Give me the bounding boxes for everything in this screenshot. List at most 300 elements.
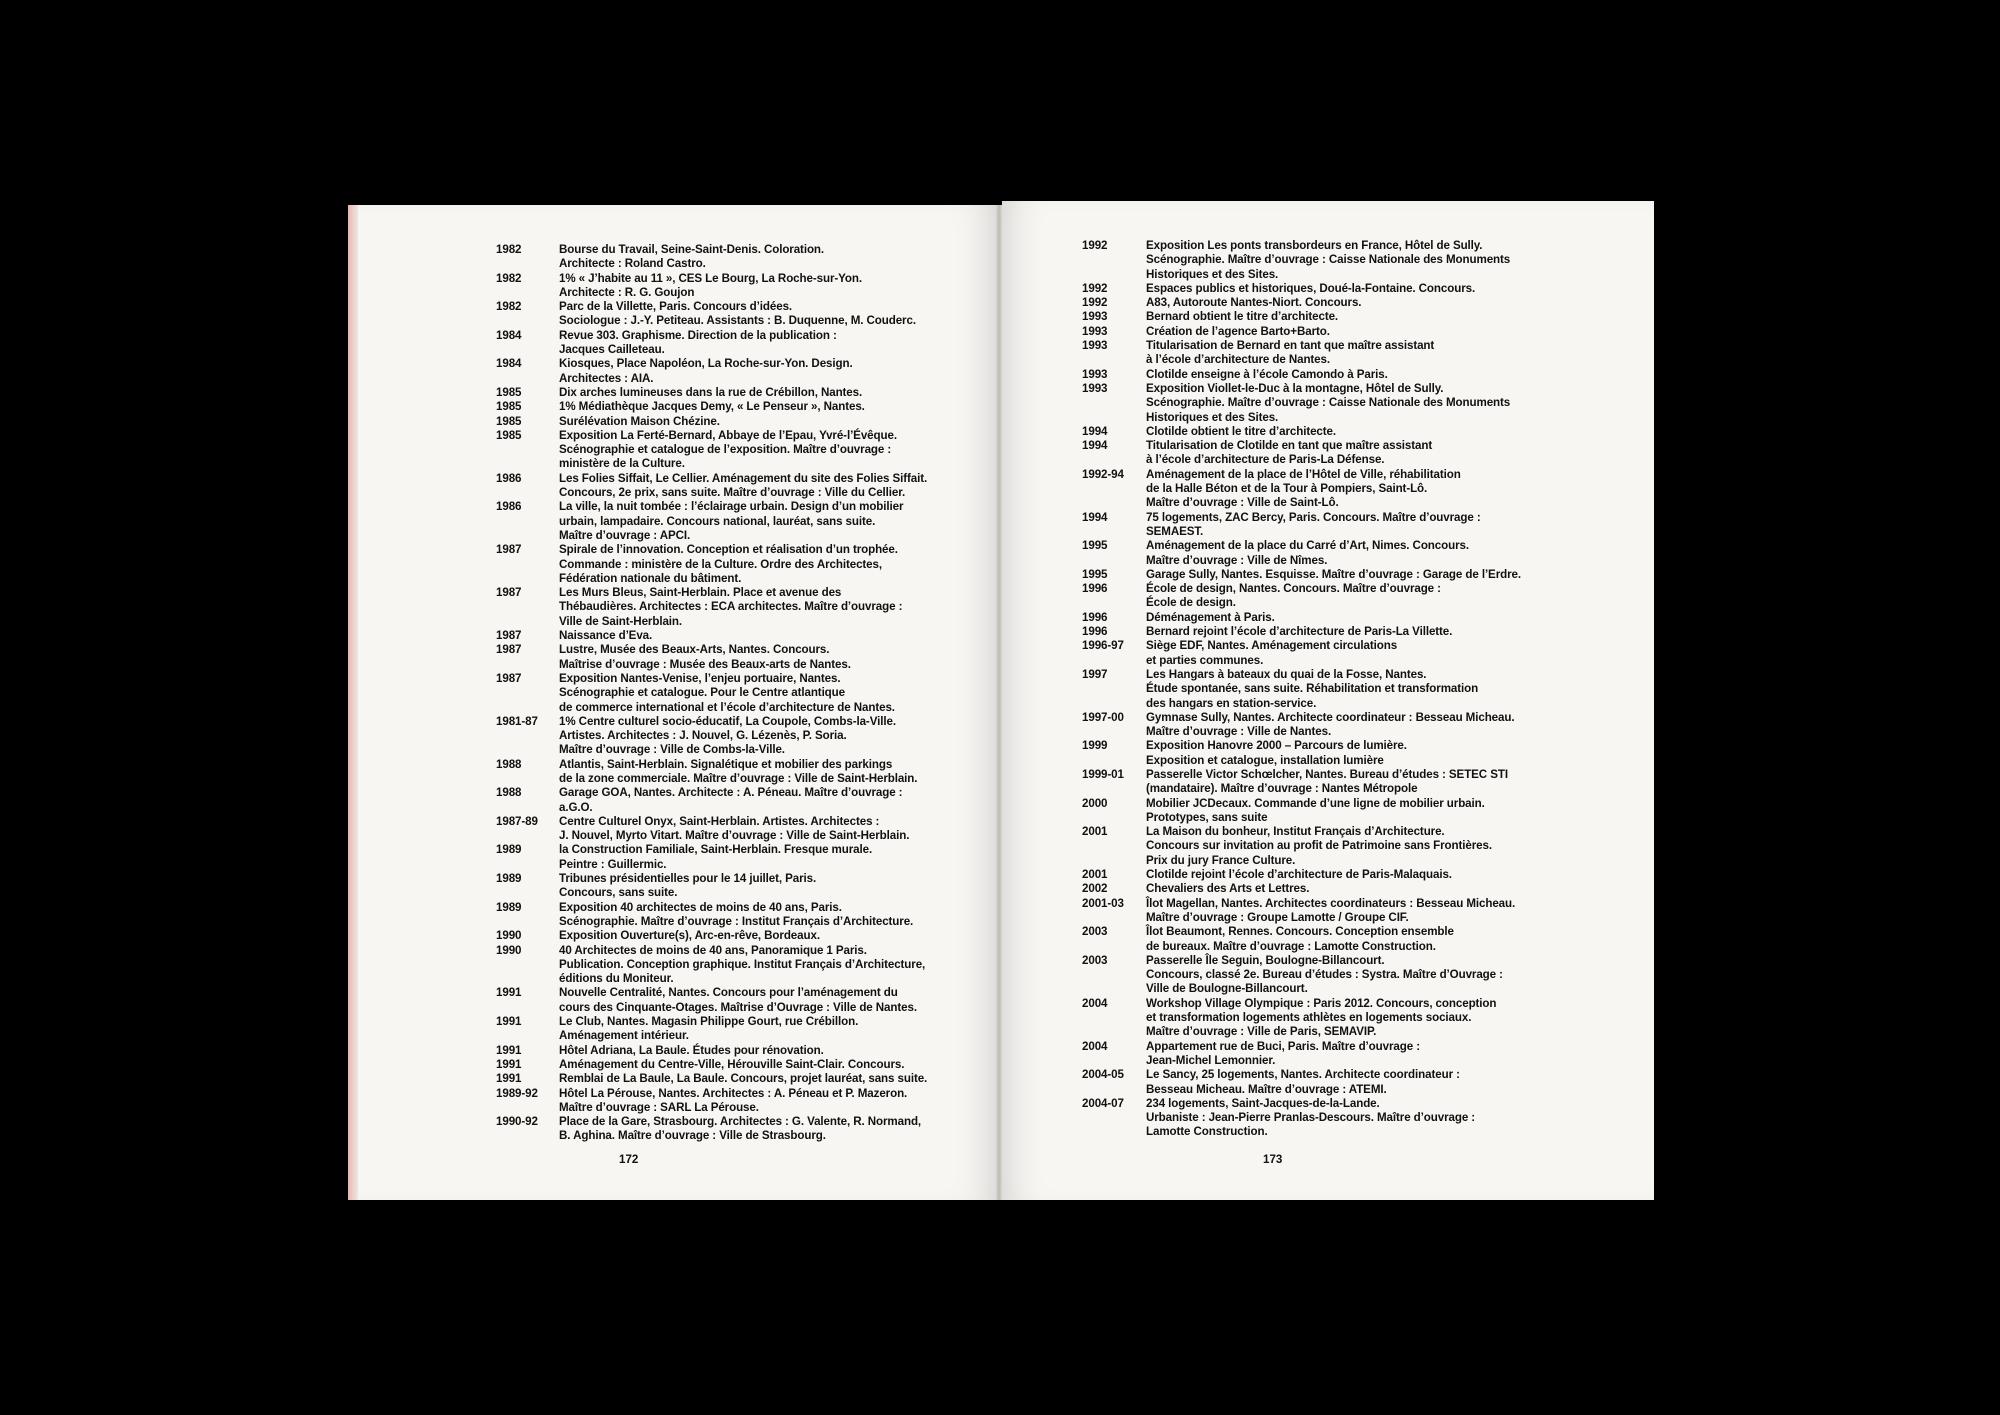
entry-line: Scénographie et catalogue. Pour le Centre atlantique: [559, 686, 845, 700]
entry-description: [1146, 668, 1542, 711]
entry-description: [1146, 897, 1542, 926]
entry-line: ministère de la Culture.: [559, 457, 685, 471]
entry-line: Architectes : AIA.: [559, 371, 654, 385]
entry-line: Hôtel La Pérouse, Nantes. Architectes : A. Péneau et P. Mazeron.: [559, 1086, 908, 1100]
entry-description: [1146, 639, 1542, 668]
timeline-entry: [496, 843, 966, 872]
entry-year: 2001: [1082, 868, 1108, 882]
entry-year: 1991: [496, 986, 522, 1000]
timeline-entry: [496, 901, 966, 930]
entry-year: 1982: [496, 300, 522, 314]
entry-line: Architecte : Roland Castro.: [559, 257, 706, 271]
entry-line: Concours, sans suite.: [559, 886, 678, 900]
timeline-entry: [1082, 468, 1542, 511]
entry-description: [559, 357, 966, 386]
entry-year: 1997: [1082, 667, 1108, 681]
entry-description: [1146, 954, 1542, 997]
entry-description: [1146, 282, 1542, 296]
entry-description: [559, 400, 966, 414]
timeline-entry: [1082, 739, 1542, 768]
timeline-entry: [1082, 1068, 1542, 1097]
entry-description: [1146, 1068, 1542, 1097]
timeline-entry: [496, 400, 966, 414]
entry-year: 2003: [1082, 925, 1108, 939]
entry-description: [559, 429, 966, 472]
entry-line: Revue 303. Graphisme. Direction de la publication :: [559, 328, 837, 342]
entry-description: [1146, 925, 1542, 954]
entry-line: Exposition Les ponts transbordeurs en France, Hôtel de Sully.: [1146, 239, 1483, 252]
entry-line: Thébaudières. Architectes : ECA architectes. Maître d’ouvrage :: [559, 600, 903, 614]
entry-line: Scénographie et catalogue de l’exposition. Maître d’ouvrage :: [559, 443, 892, 457]
entry-line: A83, Autoroute Nantes-Niort. Concours.: [1146, 296, 1362, 310]
timeline-entry: [496, 429, 966, 472]
entry-year: 1992: [1082, 281, 1108, 295]
timeline-entry: [1082, 611, 1542, 625]
timeline-entry: [1082, 425, 1542, 439]
timeline-entry: [1082, 711, 1542, 740]
timeline-entry: [496, 815, 966, 844]
right-page-number: 173: [1263, 1153, 1283, 1166]
entry-line: Prototypes, sans suite: [1146, 810, 1268, 824]
entry-description: [1146, 539, 1542, 568]
entry-description: [559, 901, 966, 930]
entry-year: 1991: [496, 1015, 522, 1029]
entry-line: 1% Médiathèque Jacques Demy, « Le Penseur », Nantes.: [559, 400, 865, 414]
entry-line: de bureaux. Maître d’ouvrage : Lamotte Construction.: [1146, 939, 1436, 953]
entry-line: Concours, classé 2e. Bureau d’études : Systra. Maître d’Ouvrage :: [1146, 968, 1503, 982]
entry-description: [1146, 568, 1542, 582]
entry-line: Commande : ministère de la Culture. Ordre des Architectes,: [559, 557, 882, 571]
entry-line: Centre Culturel Onyx, Saint-Herblain. Artistes. Architectes :: [559, 814, 880, 828]
entry-line: Historiques et des Sites.: [1146, 267, 1279, 281]
timeline-entry: [1082, 954, 1542, 997]
entry-line: et parties communes.: [1146, 653, 1264, 667]
timeline-entry: [496, 1015, 966, 1044]
entry-line: Exposition La Ferté-Bernard, Abbaye de l’Epau, Yvré-l’Évêque.: [559, 428, 897, 442]
entry-line: École de design, Nantes. Concours. Maître d’ouvrage :: [1146, 582, 1441, 596]
entry-line: Maître d’ouvrage : Ville de Nîmes.: [1146, 553, 1328, 567]
entry-year: 1988: [496, 786, 522, 800]
entry-line: Concours, 2e prix, sans suite. Maître d’ouvrage : Ville du Cellier.: [559, 486, 906, 500]
entry-line: Mobilier JCDecaux. Commande d’une ligne de mobilier urbain.: [1146, 796, 1485, 810]
timeline-entry: [1082, 325, 1542, 339]
entry-line: Concours sur invitation au profit de Patrimoine sans Frontières.: [1146, 839, 1492, 853]
entry-line: Scénographie. Maître d’ouvrage : Caisse Nationale des Monuments: [1146, 253, 1511, 267]
entry-line: Îlot Beaumont, Rennes. Concours. Conception ensemble: [1146, 925, 1454, 939]
entry-description: [1146, 997, 1542, 1040]
entry-line: (mandataire). Maître d’ouvrage : Nantes Métropole: [1146, 782, 1418, 796]
entry-line: Bourse du Travail, Seine-Saint-Denis. Coloration.: [559, 243, 825, 256]
entry-description: [1146, 611, 1542, 625]
entry-description: [559, 944, 966, 987]
timeline-entry: [1082, 768, 1542, 797]
entry-year: 1989-92: [496, 1086, 538, 1100]
entry-description: [559, 472, 966, 501]
entry-year: 1992-94: [1082, 467, 1124, 481]
entry-line: SEMAEST.: [1146, 524, 1204, 538]
entry-line: Exposition et catalogue, installation lumière: [1146, 753, 1384, 767]
timeline-entry: [496, 1072, 966, 1086]
entry-line: Hôtel Adriana, La Baule. Études pour rénovation.: [559, 1043, 824, 1057]
entry-year: 1999: [1082, 739, 1108, 753]
entry-description: [1146, 711, 1542, 740]
timeline-entry: [496, 300, 966, 329]
entry-line: Artistes. Architectes : J. Nouvel, G. Lézenès, P. Soria.: [559, 729, 847, 743]
timeline-entry: [1082, 797, 1542, 826]
entry-year: 1987-89: [496, 814, 538, 828]
entry-line: Tribunes présidentielles pour le 14 juillet, Paris.: [559, 872, 817, 886]
entry-line: École de design.: [1146, 596, 1236, 610]
entry-description: [1146, 368, 1542, 382]
timeline-entry: [1082, 882, 1542, 896]
entry-description: [559, 815, 966, 844]
timeline-entry: [1082, 639, 1542, 668]
entry-year: 1987: [496, 543, 522, 557]
entry-line: Les Hangars à bateaux du quai de la Fosse, Nantes.: [1146, 667, 1427, 681]
entry-description: [559, 415, 966, 429]
timeline-entry: [496, 1044, 966, 1058]
entry-line: Chevaliers des Arts et Lettres.: [1146, 882, 1310, 896]
entry-year: 1982: [496, 243, 522, 256]
entry-description: [1146, 339, 1542, 368]
timeline-entry: [1082, 1097, 1542, 1140]
entry-year: 2004-07: [1082, 1096, 1124, 1110]
left-entry-list: [496, 243, 966, 1144]
entry-description: [559, 1087, 966, 1116]
entry-line: Architecte : R. G. Goujon: [559, 285, 695, 299]
entry-year: 1996: [1082, 582, 1108, 596]
entry-year: 1987: [496, 586, 522, 600]
entry-line: 234 logements, Saint-Jacques-de-la-Lande.: [1146, 1096, 1380, 1110]
timeline-entry: [1082, 439, 1542, 468]
left-page-number: 172: [619, 1153, 639, 1166]
entry-description: [1146, 239, 1542, 282]
entry-line: Appartement rue de Buci, Paris. Maître d’ouvrage :: [1146, 1039, 1420, 1053]
entry-description: [1146, 1097, 1542, 1140]
timeline-entry: [496, 986, 966, 1015]
entry-line: Maître d’ouvrage : APCI.: [559, 528, 691, 542]
entry-description: [1146, 625, 1542, 639]
timeline-entry: [496, 329, 966, 358]
entry-line: Prix du jury France Culture.: [1146, 853, 1296, 867]
entry-year: 1997-00: [1082, 710, 1124, 724]
timeline-entry: [496, 472, 966, 501]
entry-line: à l’école d’architecture de Nantes.: [1146, 353, 1331, 367]
entry-line: Surélévation Maison Chézine.: [559, 414, 720, 428]
entry-line: de commerce international et l’école d’architecture de Nantes.: [559, 700, 895, 714]
entry-line: 40 Architectes de moins de 40 ans, Panoramique 1 Paris.: [559, 943, 867, 957]
timeline-entry: [496, 872, 966, 901]
entry-line: la Construction Familiale, Saint-Herblain. Fresque murale.: [559, 843, 873, 857]
entry-year: 1993: [1082, 324, 1108, 338]
entry-year: 1990: [496, 929, 522, 943]
entry-description: [559, 758, 966, 787]
entry-description: [559, 1072, 966, 1086]
right-entry-list: [1082, 239, 1542, 1140]
entry-line: et transformation logements athlètes en logements sociaux.: [1146, 1011, 1472, 1025]
timeline-entry: [1082, 997, 1542, 1040]
entry-line: Peintre : Guillermic.: [559, 857, 667, 871]
entry-description: [559, 715, 966, 758]
entry-year: 2004: [1082, 1039, 1108, 1053]
entry-description: [559, 300, 966, 329]
entry-line: Maître d’ouvrage : SARL La Pérouse.: [559, 1100, 759, 1114]
entry-year: 2003: [1082, 953, 1108, 967]
timeline-entry: [496, 415, 966, 429]
timeline-entry: [496, 1058, 966, 1072]
timeline-entry: [496, 929, 966, 943]
timeline-entry: [1082, 868, 1542, 882]
entry-description: [1146, 296, 1542, 310]
entry-line: Jacques Cailleteau.: [559, 343, 665, 357]
entry-year: 2004: [1082, 996, 1108, 1010]
entry-line: Ville de Saint-Herblain.: [559, 614, 683, 628]
entry-year: 1986: [496, 471, 522, 485]
entry-line: Fédération nationale du bâtiment.: [559, 571, 742, 585]
entry-description: [1146, 825, 1542, 868]
entry-year: 1993: [1082, 367, 1108, 381]
entry-year: 1990: [496, 943, 522, 957]
entry-line: Kiosques, Place Napoléon, La Roche-sur-Yon. Design.: [559, 357, 853, 371]
timeline-entry: [496, 672, 966, 715]
entry-year: 1991: [496, 1057, 522, 1071]
entry-line: 1% « J’habite au 11 », CES Le Bourg, La Roche-sur-Yon.: [559, 271, 862, 285]
entry-description: [1146, 382, 1542, 425]
entry-line: Clotilde rejoint l’école d’architecture de Paris-Malaquais.: [1146, 868, 1452, 882]
entry-year: 1982: [496, 271, 522, 285]
entry-year: 1999-01: [1082, 767, 1124, 781]
entry-year: 2004-05: [1082, 1068, 1124, 1082]
entry-year: 1985: [496, 385, 522, 399]
entry-description: [559, 1058, 966, 1072]
timeline-entry: [1082, 582, 1542, 611]
entry-line: Urbaniste : Jean-Pierre Pranlas-Descours. Maître d’ouvrage :: [1146, 1111, 1476, 1125]
entry-line: Déménagement à Paris.: [1146, 610, 1275, 624]
entry-line: La ville, la nuit tombée : l’éclairage urbain. Design d’un mobilier: [559, 500, 904, 514]
entry-description: [559, 1015, 966, 1044]
entry-year: 1993: [1082, 339, 1108, 353]
entry-year: 2000: [1082, 796, 1108, 810]
entry-description: [1146, 582, 1542, 611]
entry-line: Exposition Hanovre 2000 – Parcours de lumière.: [1146, 739, 1407, 753]
entry-year: 1987: [496, 671, 522, 685]
entry-line: Aménagement du Centre-Ville, Hérouville Saint-Clair. Concours.: [559, 1057, 905, 1071]
timeline-entry: [496, 357, 966, 386]
entry-year: 1992: [1082, 239, 1108, 252]
timeline-entry: [1082, 568, 1542, 582]
entry-line: Titularisation de Clotilde en tant que maître assistant: [1146, 439, 1433, 453]
entry-line: Les Murs Bleus, Saint-Herblain. Place et avenue des: [559, 586, 842, 600]
entry-line: Création de l’agence Barto+Barto.: [1146, 324, 1330, 338]
entry-description: [559, 586, 966, 629]
entry-year: 1987: [496, 643, 522, 657]
entry-line: Jean-Michel Lemonnier.: [1146, 1053, 1276, 1067]
timeline-entry: [496, 1087, 966, 1116]
entry-year: 2001: [1082, 825, 1108, 839]
entry-line: à l’école d’architecture de Paris-La Défense.: [1146, 453, 1385, 467]
entry-description: [1146, 882, 1542, 896]
entry-description: [559, 986, 966, 1015]
entry-year: 1996: [1082, 610, 1108, 624]
entry-year: 1993: [1082, 310, 1108, 324]
entry-line: Clotilde enseigne à l’école Camondo à Paris.: [1146, 367, 1388, 381]
entry-line: Maître d’ouvrage : Ville de Combs-la-Ville.: [559, 743, 785, 757]
entry-line: urbain, lampadaire. Concours national, lauréat, sans suite.: [559, 514, 876, 528]
entry-line: Passerelle Victor Schœlcher, Nantes. Bureau d’études : SETEC STI: [1146, 767, 1508, 781]
entry-description: [1146, 739, 1542, 768]
entry-line: Exposition Ouverture(s), Arc-en-rêve, Bordeaux.: [559, 929, 820, 943]
entry-year: 1995: [1082, 567, 1108, 581]
entry-description: [559, 386, 966, 400]
timeline-entry: [496, 944, 966, 987]
timeline-entry: [1082, 668, 1542, 711]
entry-line: Passerelle Île Seguin, Boulogne-Billancourt.: [1146, 953, 1385, 967]
entry-description: [1146, 868, 1542, 882]
timeline-entry: [496, 543, 966, 586]
entry-line: Naissance d’Eva.: [559, 629, 653, 643]
entry-line: a.G.O.: [559, 800, 593, 814]
timeline-entry: [496, 386, 966, 400]
entry-line: Sociologue : J.-Y. Petiteau. Assistants : B. Duquenne, M. Couderc.: [559, 314, 916, 328]
entry-description: [559, 629, 966, 643]
timeline-entry: [1082, 1040, 1542, 1069]
entry-year: 1989: [496, 843, 522, 857]
entry-line: B. Aghina. Maître d’ouvrage : Ville de Strasbourg.: [559, 1129, 826, 1143]
entry-description: [559, 1044, 966, 1058]
entry-year: 1994: [1082, 424, 1108, 438]
entry-description: [1146, 768, 1542, 797]
entry-line: J. Nouvel, Myrto Vitart. Maître d’ouvrage : Ville de Saint-Herblain.: [559, 829, 910, 843]
entry-line: des hangars en station-service.: [1146, 696, 1317, 710]
entry-description: [559, 929, 966, 943]
entry-line: Titularisation de Bernard en tant que maître assistant: [1146, 339, 1435, 353]
entry-year: 1992: [1082, 296, 1108, 310]
entry-line: Étude spontanée, sans suite. Réhabilitation et transformation: [1146, 682, 1479, 696]
entry-line: Nouvelle Centralité, Nantes. Concours pour l’aménagement du: [559, 986, 898, 1000]
entry-line: Ville de Boulogne-Billancourt.: [1146, 982, 1308, 996]
left-page: [348, 205, 996, 1200]
timeline-entry: [496, 586, 966, 629]
timeline-entry: [496, 1115, 966, 1144]
entry-line: Historiques et des Sites.: [1146, 410, 1279, 424]
entry-line: Exposition Viollet-le-Duc à la montagne, Hôtel de Sully.: [1146, 381, 1444, 395]
entry-line: Publication. Conception graphique. Institut Français d’Architecture,: [559, 957, 926, 971]
entry-year: 1993: [1082, 381, 1108, 395]
timeline-entry: [1082, 310, 1542, 324]
entry-year: 1991: [496, 1072, 522, 1086]
entry-line: Espaces publics et historiques, Doué-la-Fontaine. Concours.: [1146, 281, 1476, 295]
entry-description: [559, 786, 966, 815]
entry-year: 1994: [1082, 439, 1108, 453]
entry-line: Scénographie. Maître d’ouvrage : Institut Français d’Architecture.: [559, 914, 914, 928]
entry-description: [559, 543, 966, 586]
entry-line: Maître d’ouvrage : Groupe Lamotte / Groupe CIF.: [1146, 910, 1409, 924]
entry-line: Maître d’ouvrage : Ville de Paris, SEMAVIP.: [1146, 1025, 1377, 1039]
entry-year: 1985: [496, 400, 522, 414]
entry-year: 1995: [1082, 539, 1108, 553]
entry-description: [559, 643, 966, 672]
entry-description: [559, 272, 966, 301]
entry-line: Scénographie. Maître d’ouvrage : Caisse Nationale des Monuments: [1146, 396, 1511, 410]
entry-year: 1996: [1082, 625, 1108, 639]
entry-line: Les Folies Siffait, Le Cellier. Aménagement du site des Folies Siffait.: [559, 471, 928, 485]
timeline-entry: [496, 272, 966, 301]
entry-description: [559, 1115, 966, 1144]
entry-description: [1146, 425, 1542, 439]
entry-year: 2001-03: [1082, 896, 1124, 910]
entry-year: 1996-97: [1082, 639, 1124, 653]
timeline-entry: [1082, 625, 1542, 639]
entry-year: 1985: [496, 414, 522, 428]
entry-year: 1990-92: [496, 1115, 538, 1129]
timeline-entry: [496, 715, 966, 758]
entry-year: 1985: [496, 428, 522, 442]
entry-line: Maître d’ouvrage : Ville de Nantes.: [1146, 725, 1332, 739]
entry-year: 1984: [496, 357, 522, 371]
timeline-entry: [1082, 239, 1542, 282]
right-page: [1002, 201, 1654, 1200]
entry-line: de la Halle Béton et de la Tour à Pompiers, Saint-Lô.: [1146, 482, 1428, 496]
entry-line: Place de la Gare, Strasbourg. Architectes : G. Valente, R. Normand,: [559, 1115, 922, 1129]
entry-line: Aménagement de la place du Carré d’Art, Nimes. Concours.: [1146, 539, 1469, 553]
entry-line: Bernard rejoint l’école d’architecture de Paris-La Villette.: [1146, 625, 1453, 639]
entry-description: [1146, 797, 1542, 826]
timeline-entry: [1082, 368, 1542, 382]
entry-description: [559, 843, 966, 872]
entry-description: [559, 500, 966, 543]
entry-line: Maître d’ouvrage : Ville de Saint-Lô.: [1146, 496, 1339, 510]
entry-line: Exposition Nantes-Venise, l’enjeu portuaire, Nantes.: [559, 671, 841, 685]
entry-line: Gymnase Sully, Nantes. Architecte coordinateur : Besseau Micheau.: [1146, 710, 1515, 724]
entry-description: [1146, 468, 1542, 511]
timeline-entry: [1082, 511, 1542, 540]
entry-description: [559, 872, 966, 901]
entry-line: 75 logements, ZAC Bercy, Paris. Concours. Maître d’ouvrage :: [1146, 510, 1481, 524]
entry-line: éditions du Moniteur.: [559, 972, 674, 986]
entry-description: [1146, 439, 1542, 468]
entry-description: [1146, 511, 1542, 540]
entry-line: Garage GOA, Nantes. Architecte : A. Péneau. Maître d’ouvrage :: [559, 786, 903, 800]
entry-year: 1984: [496, 328, 522, 342]
entry-line: Maîtrise d’ouvrage : Musée des Beaux-arts de Nantes.: [559, 657, 851, 671]
entry-year: 1989: [496, 872, 522, 886]
timeline-entry: [1082, 296, 1542, 310]
entry-line: La Maison du bonheur, Institut Français d’Architecture.: [1146, 825, 1445, 839]
entry-line: Spirale de l’innovation. Conception et réalisation d’un trophée.: [559, 543, 898, 557]
timeline-entry: [496, 629, 966, 643]
entry-description: [559, 672, 966, 715]
entry-year: 2002: [1082, 882, 1108, 896]
entry-line: cours des Cinquante-Otages. Maîtrise d’Ouvrage : Ville de Nantes.: [559, 1000, 917, 1014]
entry-line: de la zone commerciale. Maître d’ouvrage : Ville de Saint-Herblain.: [559, 771, 918, 785]
entry-year: 1994: [1082, 510, 1108, 524]
entry-year: 1986: [496, 500, 522, 514]
entry-description: [559, 329, 966, 358]
entry-line: Aménagement de la place de l’Hôtel de Ville, réhabilitation: [1146, 467, 1461, 481]
entry-line: Garage Sully, Nantes. Esquisse. Maître d’ouvrage : Garage de l’Erdre.: [1146, 567, 1521, 581]
entry-year: 1991: [496, 1043, 522, 1057]
entry-description: [559, 243, 966, 272]
entry-year: 1989: [496, 900, 522, 914]
entry-line: Lustre, Musée des Beaux-Arts, Nantes. Concours.: [559, 643, 830, 657]
entry-line: Le Club, Nantes. Magasin Philippe Gourt, rue Crébillon.: [559, 1015, 859, 1029]
entry-line: Dix arches lumineuses dans la rue de Crébillon, Nantes.: [559, 385, 863, 399]
entry-year: 1988: [496, 757, 522, 771]
entry-line: Exposition 40 architectes de moins de 40 ans, Paris.: [559, 900, 842, 914]
entry-description: [1146, 325, 1542, 339]
entry-year: 1981-87: [496, 714, 538, 728]
entry-line: Lamotte Construction.: [1146, 1125, 1268, 1139]
